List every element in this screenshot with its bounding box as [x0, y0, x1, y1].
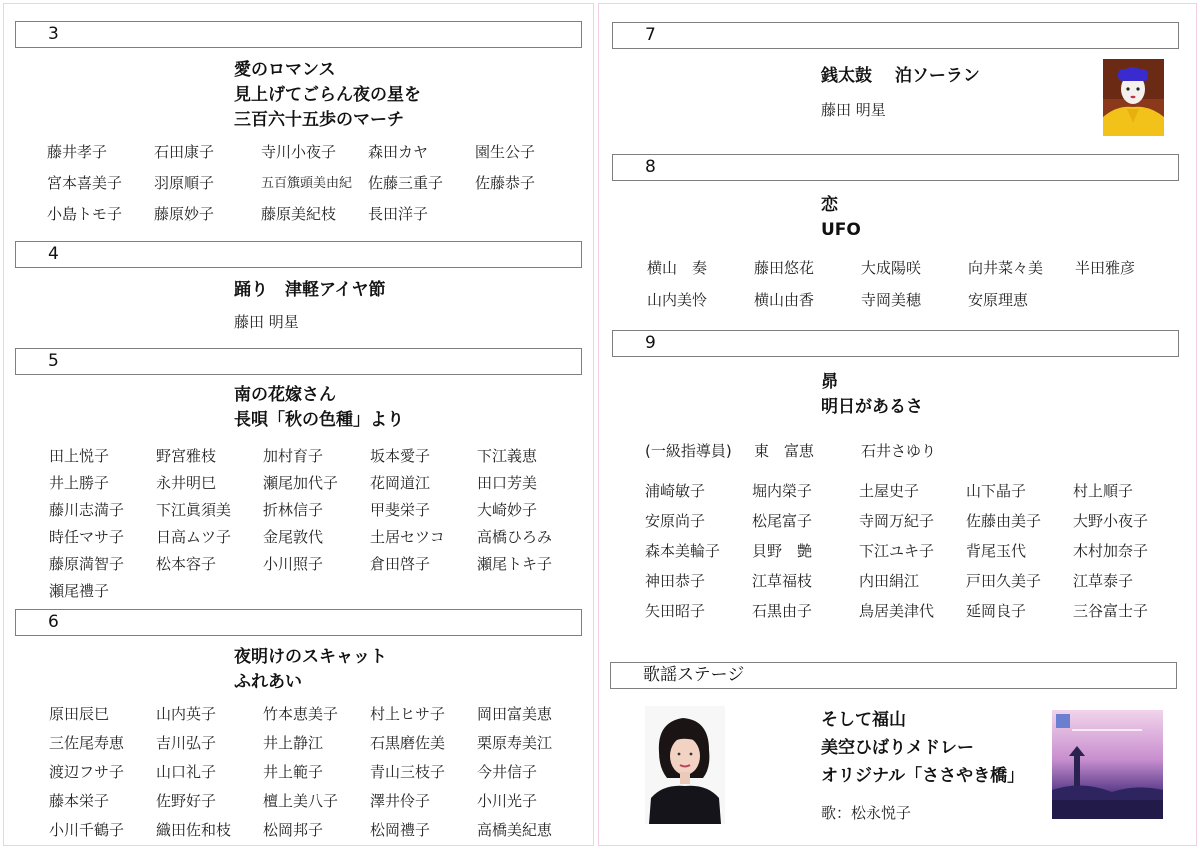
section-5-titles — [234, 383, 404, 433]
cd-cover-image — [1052, 710, 1163, 819]
member-name: 瀬尾加代子 — [263, 474, 339, 492]
member-name: 三佐尾寿恵 — [49, 734, 125, 752]
member-name: 神田恭子 — [645, 572, 706, 590]
member-name: 松岡禮子 — [370, 821, 431, 839]
member-name: 折林信子 — [263, 501, 324, 519]
member-name: 大崎妙子 — [477, 501, 538, 519]
member-name: 井上勝子 — [49, 474, 110, 492]
member-name: 木村加奈子 — [1073, 542, 1149, 560]
stage-titles — [821, 706, 1024, 790]
section-number: 6 — [48, 612, 59, 632]
member-name: 松本容子 — [156, 555, 217, 573]
program-title: UFO — [821, 220, 861, 240]
member-name: 松尾富子 — [752, 512, 813, 530]
member-name: 大成陽咲 — [861, 259, 922, 277]
member-name: 村上順子 — [1073, 482, 1134, 500]
member-name: 松岡邦子 — [263, 821, 324, 839]
section-8-members — [647, 257, 1182, 310]
member-name: 石黒由子 — [752, 602, 813, 620]
member-name: 大野小夜子 — [1073, 512, 1149, 530]
member-name: 高橋ひろみ — [477, 528, 553, 546]
program-title: 銭太鼓 泊ソーラン — [821, 66, 980, 86]
instructor-label: (一級指導員) — [645, 442, 732, 460]
section-8-header — [612, 154, 1179, 181]
section-7-titles — [821, 64, 980, 89]
section-number: 7 — [645, 25, 656, 45]
member-name: 永井明巳 — [156, 474, 217, 492]
section-5-members — [49, 445, 584, 601]
member-name: 安原理恵 — [968, 291, 1029, 309]
member-name: 小川千鶴子 — [49, 821, 125, 839]
member-name: 村上ヒサ子 — [370, 705, 446, 723]
section-7-header — [612, 22, 1179, 49]
member-name: 井上範子 — [263, 763, 324, 781]
section-number: 4 — [48, 244, 59, 264]
member-name: 田上悦子 — [49, 447, 110, 465]
section-3-members — [47, 141, 582, 224]
member-name: 藤田悠花 — [754, 259, 815, 277]
program-title: ふれあい — [234, 672, 302, 692]
member-name: 山内英子 — [156, 705, 217, 723]
section-number: 9 — [645, 333, 656, 353]
member-name: 今井信子 — [477, 763, 538, 781]
member-name: 下江ユキ子 — [859, 542, 935, 560]
program-title: 三百六十五歩のマーチ — [234, 110, 404, 130]
member-name: 園生公子 — [475, 143, 536, 161]
member-name: 山下晶子 — [966, 482, 1027, 500]
program-title: 南の花嫁さん — [234, 385, 336, 405]
member-name: 時任マサ子 — [49, 528, 125, 546]
member-name: 吉川弘子 — [156, 734, 217, 752]
member-name: 江草泰子 — [1073, 572, 1134, 590]
member-name: 佐藤三重子 — [368, 174, 444, 192]
member-name: 横山由香 — [754, 291, 815, 309]
member-name: 寺岡万紀子 — [859, 512, 935, 530]
section-number: 8 — [645, 157, 656, 177]
member-name: 宮本喜美子 — [47, 174, 123, 192]
stage-singer: 歌：松永悦子 — [821, 804, 912, 822]
member-name: 日高ムツ子 — [156, 528, 232, 546]
member-name: 瀬尾トキ子 — [477, 555, 553, 573]
member-name: 延岡良子 — [966, 602, 1027, 620]
member-name: 佐野好子 — [156, 792, 217, 810]
member-name: 瀬尾禮子 — [49, 582, 110, 600]
member-name: 田口芳美 — [477, 474, 538, 492]
program-title: そして福山 — [821, 710, 906, 730]
member-name: 安原尚子 — [645, 512, 706, 530]
section-number: 3 — [48, 24, 59, 44]
member-name: 背尾玉代 — [966, 542, 1027, 560]
member-name: 下江義恵 — [477, 447, 538, 465]
member-name: 小川照子 — [263, 555, 324, 573]
member-name: 佐藤由美子 — [966, 512, 1042, 530]
member-name: 長田洋子 — [368, 205, 429, 223]
member-name: 向井菜々美 — [968, 259, 1044, 277]
instructor-name: 東 富恵 — [754, 442, 815, 460]
program-title: 昴 — [821, 372, 838, 392]
member-name: 井上静江 — [263, 734, 324, 752]
section-number: 5 — [48, 351, 59, 371]
member-name: 石田康子 — [154, 143, 215, 161]
member-name: 渡辺フサ子 — [49, 763, 125, 781]
member-name: 藤本栄子 — [49, 792, 110, 810]
stage-header — [610, 662, 1177, 689]
member-name: 堀内榮子 — [752, 482, 813, 500]
member-name: 藤原妙子 — [154, 205, 215, 223]
member-name: 羽原順子 — [154, 174, 215, 192]
member-name: 横山 奏 — [647, 259, 708, 277]
program-title: 踊り 津軽アイヤ節 — [234, 280, 386, 300]
member-name: 金尾敦代 — [263, 528, 324, 546]
member-name: 藤原美紀枝 — [261, 205, 337, 223]
member-name: 貝野 艶 — [752, 542, 813, 560]
program-title: 愛のロマンス — [234, 60, 336, 80]
section-3-titles — [234, 58, 421, 133]
member-name: 寺岡美穂 — [861, 291, 922, 309]
section-4-performer: 藤田 明星 — [234, 313, 299, 331]
member-name: 檀上美八子 — [263, 792, 339, 810]
member-name: 甲斐栄子 — [370, 501, 431, 519]
section-6-header — [15, 609, 582, 636]
member-name: 戸田久美子 — [966, 572, 1042, 590]
member-name: 内田絹江 — [859, 572, 920, 590]
section-6-members — [49, 703, 584, 840]
member-name: 澤井伶子 — [370, 792, 431, 810]
program-title: 夜明けのスキャット — [234, 647, 387, 667]
instructor-name: 石井さゆり — [861, 442, 937, 460]
member-name: 高橋美紀恵 — [477, 821, 553, 839]
member-name: 藤井孝子 — [47, 143, 108, 161]
member-name: 山内美怜 — [647, 291, 708, 309]
stage-header-label: 歌謡ステージ — [643, 665, 745, 685]
program-title: 美空ひばりメドレー — [821, 738, 974, 758]
member-name: 原田辰巳 — [49, 705, 110, 723]
member-name: 花岡道江 — [370, 474, 431, 492]
section-7-performer: 藤田 明星 — [821, 101, 886, 119]
member-name: 寺川小夜子 — [261, 143, 337, 161]
section-9-titles — [821, 370, 923, 420]
member-name: 栗原寿美江 — [477, 734, 553, 752]
section-4-titles — [234, 278, 385, 303]
member-name: 小島トモ子 — [47, 205, 123, 223]
section-6-titles — [234, 645, 387, 695]
member-name: 土屋史子 — [859, 482, 920, 500]
member-name: 矢田昭子 — [645, 602, 706, 620]
section-9-instructors — [645, 440, 1145, 460]
member-name: 森田カヤ — [368, 143, 429, 161]
singer-portrait — [645, 706, 725, 824]
member-name: 鳥居美津代 — [859, 602, 935, 620]
member-name: 青山三枝子 — [370, 763, 446, 781]
member-name: 浦崎敏子 — [645, 482, 706, 500]
program-title: 見上げてごらん夜の星を — [234, 85, 421, 105]
member-name: 土居セツコ — [370, 528, 445, 546]
member-name: 倉田啓子 — [370, 555, 431, 573]
member-name: 下江眞須美 — [156, 501, 232, 519]
member-name: 竹本恵美子 — [263, 705, 339, 723]
member-name: 森本美輪子 — [645, 542, 721, 560]
member-name: 野宮雅枝 — [156, 447, 217, 465]
member-name: 藤原満智子 — [49, 555, 125, 573]
member-name: 織田佐和枝 — [156, 821, 232, 839]
section-3-header — [15, 21, 582, 48]
program-title: 長唄「秋の色種」より — [234, 410, 404, 430]
member-name: 岡田富美恵 — [477, 705, 553, 723]
member-name: 加村育子 — [263, 447, 324, 465]
member-name: 小川光子 — [477, 792, 538, 810]
member-name: 坂本愛子 — [370, 447, 431, 465]
member-name: 半田雅彦 — [1075, 259, 1136, 277]
dancer-photo — [1103, 59, 1164, 136]
section-8-titles — [821, 193, 861, 243]
program-title: オリジナル「ささやき橋」 — [821, 766, 1025, 786]
member-name: 江草福枝 — [752, 572, 813, 590]
section-9-members — [645, 480, 1180, 621]
member-name: 藤川志満子 — [49, 501, 125, 519]
member-name: 三谷富士子 — [1073, 602, 1149, 620]
program-title: 明日があるさ — [821, 397, 923, 417]
section-5-header — [15, 348, 582, 375]
member-name: 石黒磨佐美 — [370, 734, 446, 752]
program-title: 恋 — [821, 195, 838, 215]
section-4-header — [15, 241, 582, 268]
member-name: 佐藤恭子 — [475, 174, 536, 192]
member-name: 山口礼子 — [156, 763, 217, 781]
section-9-header — [612, 330, 1179, 357]
member-name: 五百籏頭美由紀 — [261, 176, 353, 191]
